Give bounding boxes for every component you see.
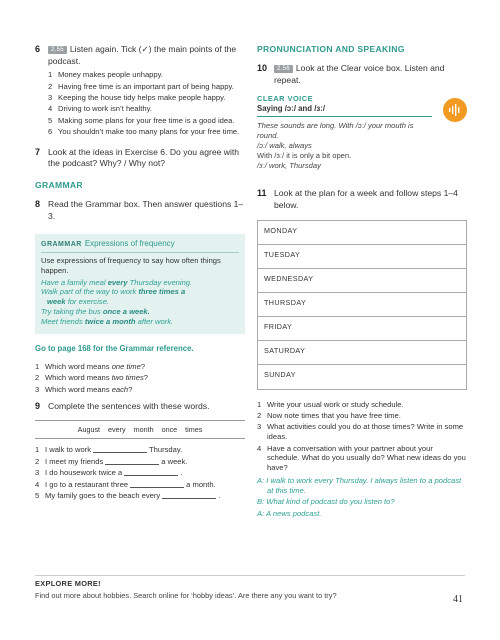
- clear-voice-box: [257, 94, 467, 170]
- section-heading-grammar: GRAMMAR: [35, 180, 83, 191]
- page-number: 41: [453, 594, 463, 605]
- audio-track-icon[interactable]: 2.55: [48, 46, 67, 54]
- left-column: [35, 44, 245, 502]
- answer-blank[interactable]: [130, 480, 184, 488]
- exercise-number: 9: [35, 400, 41, 411]
- grammar-box-intro: Use expressions of frequency to say how often things happen.: [41, 255, 221, 275]
- grammar-box-label: GRAMMAR: [41, 241, 82, 249]
- right-column: [257, 44, 467, 520]
- list-item: 1 Money makes people unhappy.: [48, 70, 163, 80]
- list-item: 6 You shouldn’t make too many plans for your free time.: [48, 126, 240, 136]
- example-dialog: [257, 476, 467, 518]
- grammar-box-title: Expressions of frequency: [84, 239, 175, 249]
- exercise-8: [35, 199, 245, 222]
- exercise-11-steps: [257, 400, 467, 474]
- list-item: 1 I walk to work Thursday.: [35, 445, 183, 455]
- exercise-number: 7: [35, 146, 41, 157]
- weekly-plan-table: [257, 220, 467, 390]
- plan-row-day[interactable]: SATURDAY: [258, 341, 466, 365]
- grammar-box-header: [41, 239, 239, 252]
- list-item: 4 Have a conversation with your partner about your schedule. What do you usually do? What new ideas do you have?: [257, 443, 466, 473]
- list-item: 1 Which word means one time?: [35, 361, 146, 371]
- grammar-example: Meet friends twice a month after work.: [41, 316, 174, 326]
- clear-voice-note: With /ɜː/ it is only a bit open.: [257, 150, 352, 160]
- exercise-number: 10: [257, 63, 268, 74]
- grammar-example: Try taking the bus once a week.: [41, 307, 150, 317]
- explore-more-footer: [35, 575, 465, 600]
- grammar-example: week for exercise.: [47, 297, 110, 307]
- dialog-line: A: I walk to work every Thursday. I always listen to a podcast at this time.: [257, 476, 462, 495]
- answer-blank[interactable]: [93, 445, 147, 453]
- dialog-line: A: A news podcast.: [257, 508, 322, 518]
- plan-row-day[interactable]: TUESDAY: [258, 245, 466, 269]
- plan-row-day[interactable]: THURSDAY: [258, 293, 466, 317]
- clear-voice-example: /ɔː/ walk, always: [257, 140, 312, 150]
- grammar-reference-link[interactable]: Go to page 168 for the Grammar reference.: [35, 343, 194, 353]
- exercise-title: 2.56 Look at the Clear voice box. Listen and repeat.: [274, 63, 445, 85]
- exercise-7: [35, 147, 245, 170]
- list-item: 2 Which word means two times?: [35, 373, 148, 383]
- exercise-number: 6: [35, 44, 41, 54]
- clear-voice-text: These sounds are long. With /ɔː/ your mouth is round.: [257, 121, 414, 140]
- list-item: 3 Keeping the house tidy helps make people happy.: [48, 92, 226, 102]
- exercise-8-questions: [35, 362, 245, 395]
- audio-wave-icon-svg: [448, 104, 462, 116]
- exercise-title: 2.55 Listen again. Tick (✓) the main points of the podcast.: [48, 44, 237, 66]
- clear-voice-label: CLEAR VOICE: [257, 94, 314, 104]
- audio-wave-icon[interactable]: [443, 98, 467, 122]
- footer-heading: EXPLORE MORE!: [35, 579, 101, 588]
- exercise-9: [35, 401, 245, 413]
- exercise-9-list: [35, 445, 245, 500]
- exercise-title: Look at the plan for a week and follow steps 1–4 below.: [274, 188, 458, 210]
- exercise-number: 8: [35, 199, 41, 210]
- clear-voice-example: /ɜː/ work, Thursday: [257, 160, 321, 170]
- plan-row-day[interactable]: FRIDAY: [258, 317, 466, 341]
- exercise-title: Read the Grammar box. Then answer questions 1–3.: [48, 199, 244, 221]
- plan-row-day[interactable]: MONDAY: [258, 221, 466, 245]
- answer-blank[interactable]: [124, 468, 178, 476]
- list-item: 3 Which word means each?: [35, 384, 133, 394]
- footer-text: Find out more about hobbies. Search online for ‘hobby ideas’. Are there any you want to try?: [35, 590, 337, 600]
- grammar-example: Have a family meal every Thursday evening.: [41, 277, 193, 287]
- list-item: 2 I meet my friends a week.: [35, 456, 188, 466]
- exercise-10: [257, 63, 467, 86]
- list-item: 4 I go to a restaurant three a month.: [35, 479, 216, 489]
- section-heading-pronunciation: PRONUNCIATION AND SPEAKING: [257, 44, 405, 54]
- list-item: 3 What activities could you do at those times? Write in some ideas.: [257, 422, 464, 442]
- plan-row-day[interactable]: WEDNESDAY: [258, 269, 466, 293]
- answer-blank[interactable]: [105, 457, 159, 465]
- word-box: August every month once times: [35, 420, 245, 439]
- plan-row-day[interactable]: SUNDAY: [264, 369, 296, 379]
- grammar-box: [35, 234, 245, 333]
- list-item: 2 Now note times that you have free time.: [257, 410, 401, 420]
- grammar-example: Walk part of the way to work three times a: [41, 287, 186, 297]
- list-item: 3 I do housework twice a .: [35, 468, 183, 478]
- list-item: 4 Driving to work isn’t healthy.: [48, 104, 152, 114]
- list-item: 5 My family goes to the beach every .: [35, 490, 221, 500]
- clear-voice-subtitle: Saying /ɔː/ and /ɜː/: [257, 104, 432, 117]
- exercise-6-list: [48, 70, 245, 137]
- exercise-title: Complete the sentences with these words.: [48, 400, 210, 411]
- exercise-6: [35, 44, 245, 137]
- list-item: 2 Having free time is an important part of being happy.: [48, 81, 234, 91]
- audio-track-icon[interactable]: 2.56: [274, 65, 293, 73]
- exercise-11: [257, 188, 467, 211]
- list-item: 5 Making some plans for your free time is a good idea.: [48, 115, 235, 125]
- list-item: 1 Write your usual work or study schedule.: [257, 399, 404, 409]
- exercise-number: 11: [257, 188, 267, 199]
- dialog-line: B: What kind of podcast do you listen to?: [257, 497, 395, 507]
- answer-blank[interactable]: [162, 491, 216, 499]
- exercise-title: Look at the ideas in Exercise 6. Do you agree with the podcast? Why? / Why not?: [48, 146, 240, 169]
